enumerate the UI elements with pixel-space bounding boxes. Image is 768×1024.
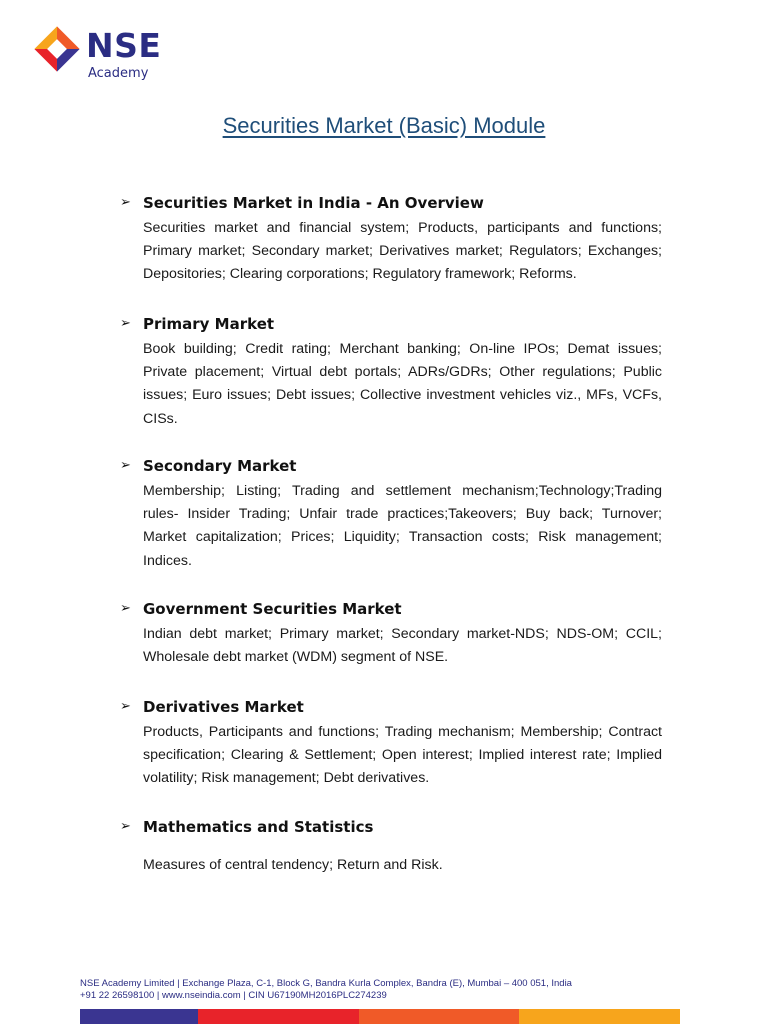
section-body: Products, Participants and functions; Trading mechanism; Membership; Contract specification; Clearing & Settlement; Open interest; Implied interest rate; Implied volatility; Risk management; Debt derivatives. [143,724,662,787]
nse-logo-mark-icon [34,26,80,72]
section-heading: Secondary Market [143,457,297,475]
band-segment-purple [80,1009,198,1024]
arrow-bullet-icon: ➢ [120,601,131,616]
section-primary-market [120,313,662,431]
logo-sub-text: Academy [88,66,149,81]
arrow-bullet-icon: ➢ [120,819,131,834]
section-mathematics-statistics [120,816,662,877]
section-derivatives-market [120,696,662,791]
section-heading: Primary Market [143,315,275,333]
section-body: Indian debt market; Primary market; Secondary market-NDS; NDS-OM; CCIL; Wholesale debt market (WDM) segment of NSE. [143,626,662,666]
band-segment-red [198,1009,359,1024]
arrow-bullet-icon: ➢ [120,458,131,473]
footer-address [80,978,680,1002]
section-securities-overview [120,192,662,287]
arrow-bullet-icon: ➢ [120,699,131,714]
arrow-bullet-icon: ➢ [120,316,131,331]
section-heading: Derivatives Market [143,698,304,716]
nse-academy-logo [34,26,174,84]
section-secondary-market [120,455,662,573]
footer-color-band [80,1009,680,1024]
section-body: Book building; Credit rating; Merchant banking; On-line IPOs; Demat issues; Private placement; Virtual debt portals; ADRs/GDRs; Other regulations; Public issues; Euro issues; Debt issues; Collective investment vehicles viz., MFs, VCFs, CISs. [143,341,662,427]
band-segment-yellow [519,1009,680,1024]
arrow-bullet-icon: ➢ [120,195,131,210]
section-body: Securities market and financial system; Products, participants and functions; Primary market; Secondary market; Derivatives market; Regulators; Exchanges; Depositories; Clearing corporations; Regulatory framework; Reforms. [143,220,662,283]
section-heading: Government Securities Market [143,600,402,618]
section-government-securities [120,598,662,669]
band-segment-orange [359,1009,520,1024]
section-heading: Securities Market in India - An Overview [143,194,484,212]
section-heading: Mathematics and Statistics [143,818,374,836]
footer-line-address: NSE Academy Limited | Exchange Plaza, C-1, Block G, Bandra Kurla Complex, Bandra (E), Mumbai – 400 051, India [80,978,572,989]
page-title: Securities Market (Basic) Module [222,113,546,138]
footer-line-contact: +91 22 26598100 | www.nseindia.com | CIN U67190MH2016PLC274239 [80,990,387,1001]
logo-brand-text: NSE [86,26,162,65]
section-body: Measures of central tendency; Return and Risk. [143,857,443,873]
section-body: Membership; Listing; Trading and settlement mechanism;Technology;Trading rules- Insider Trading; Unfair trade practices;Takeovers; Buy back; Turnover; Market capitalization; Prices; Liquidity; Transaction costs; Risk management; Indices. [143,483,662,569]
